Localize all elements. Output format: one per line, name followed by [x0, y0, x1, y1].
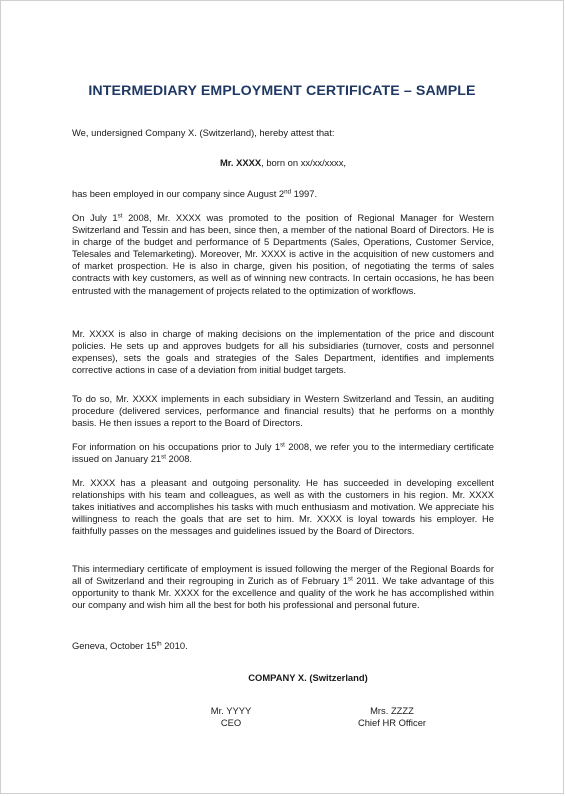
signatory-name: Mr. YYYY: [210, 705, 252, 716]
employee-name: Mr. XXXX: [219, 157, 262, 168]
employment-text: has been employed in our company since August 2: [72, 188, 285, 199]
ordinal-suffix: st: [347, 575, 353, 583]
signatory-role: Chief HR Officer: [357, 717, 427, 729]
employment-year: 1997.: [291, 188, 318, 199]
ordinal-suffix: th: [156, 640, 162, 648]
company-signature: COMPANY X. (Switzerland): [248, 672, 368, 683]
signatory-hr: [341, 705, 443, 729]
employee-birth: , born on xx/xx/xxxx,: [261, 157, 347, 168]
paragraph-prior-occupations: [72, 441, 494, 465]
paragraph-text: This intermediary certificate of employment is issued following the merger of the Regional Boards for all of Switzerland and their regrouping in Zurich as of February 1: [72, 563, 494, 587]
paragraph-text: For information on his occupations prior to July 1: [72, 441, 281, 452]
paragraph-text: 2011. We take advantage of this opportunity to thank Mr. XXXX for the excellence and quality of the work he has accomplished within our company and wish him all the best for both his professional and personal future.: [72, 575, 494, 611]
document-title: INTERMEDIARY EMPLOYMENT CERTIFICATE – SAMPLE: [88, 83, 476, 99]
ordinal-suffix: nd: [284, 188, 292, 196]
ordinal-suffix: st: [161, 453, 166, 461]
date-text: Geneva, October 15: [72, 640, 157, 651]
employment-start-line: [72, 188, 494, 200]
date-line: [72, 640, 494, 652]
paragraph-text: 2008.: [165, 453, 193, 465]
signatory-role: CEO: [220, 717, 242, 729]
paragraph-text: 2008, we refer you to the intermediary certificate issued on January 21: [72, 441, 494, 465]
paragraph-merger: [72, 563, 494, 611]
ordinal-suffix: st: [117, 212, 123, 220]
paragraph-text: On July 1: [72, 212, 118, 223]
employee-line: [72, 157, 494, 169]
paragraph-personality: Mr. XXXX has a pleasant and outgoing personality. He has succeeded in developing excellent relationships with his team and colleagues, as well as with the customers in his region. Mr. XXXX takes initiatives and accomplishes his tasks with much enthusiasm and motivation. We appreciate his willingness to reach the goals that are set to him. Mr. XXXX is loyal towards his employer. He faithfully passes on the messages and guidelines issued by the Board of Directors.: [72, 477, 494, 537]
date-year: 2010.: [161, 640, 188, 651]
paragraph-auditing: To do so, Mr. XXXX implements in each subsidiary in Western Switzerland and Tessin, an auditing procedure (delivered services, performance and financial results) that he performs on a monthly basis. He then issues a report to the Board of Directors.: [72, 393, 494, 429]
ordinal-suffix: st: [280, 441, 285, 449]
signatory-name: Mrs. ZZZZ: [370, 705, 414, 716]
signatory-ceo: [191, 705, 271, 729]
intro-line: We, undersigned Company X. (Switzerland), hereby attest that:: [72, 127, 335, 138]
paragraph-responsibilities: Mr. XXXX is also in charge of making decisions on the implementation of the price and discount policies. He sets up and approves budgets for all his subsidiaries (turnover, costs and personnel expenses), sets the goals and strategies of the Sales Department, identifies and implements corrective actions in case of a deviation from initial budget targets.: [72, 328, 494, 376]
paragraph-promotion: [72, 212, 494, 297]
paragraph-text: 2008, Mr. XXXX was promoted to the position of Regional Manager for Western Switzerland and Tessin and has been, since then, a member of the national Board of Directors. He is in charge of the budget and performance of 5 Departments (Sales, Operations, Customer Service, Telesales and Telemarketing). Moreover, Mr. XXXX is active in the acquisition of new customers and of market prospection. He is also in charge, given his position, of negotiating the terms of sales contracts with key customers, as well as of winning new contracts. In certain occasions, he has been entrusted with the management of projects related to the optimization of workflows.: [72, 212, 494, 296]
